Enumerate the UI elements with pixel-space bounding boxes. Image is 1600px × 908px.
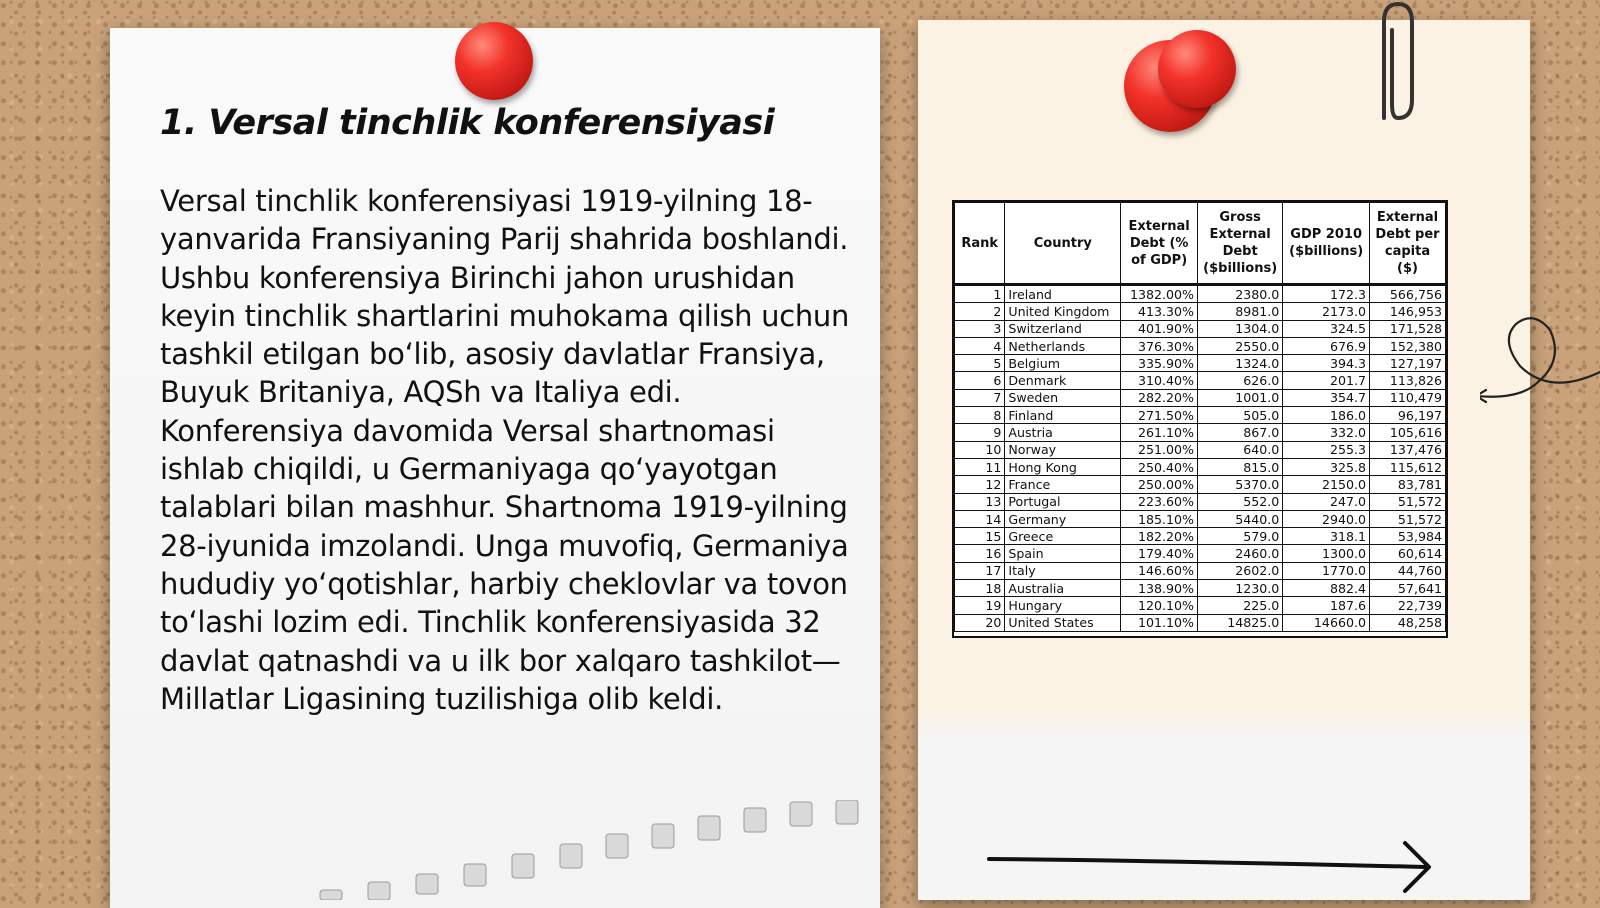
cell-country: Germany bbox=[1005, 510, 1121, 527]
cell-debt-per-capita: 113,826 bbox=[1370, 372, 1446, 389]
right-pushpin-front-icon bbox=[1158, 30, 1236, 108]
cell-country: Hong Kong bbox=[1005, 458, 1121, 475]
cell-gdp-2010: 172.3 bbox=[1283, 285, 1370, 303]
cell-external-debt-pct: 250.40% bbox=[1121, 458, 1198, 475]
table-row bbox=[955, 493, 1446, 510]
cell-external-debt-pct: 101.10% bbox=[1121, 614, 1198, 631]
cell-country: Hungary bbox=[1005, 597, 1121, 614]
table-row bbox=[955, 562, 1446, 579]
header-country: Country bbox=[1005, 203, 1121, 285]
cell-rank: 2 bbox=[955, 303, 1005, 320]
cell-gross-external-debt: 1230.0 bbox=[1198, 580, 1283, 597]
cell-gdp-2010: 201.7 bbox=[1283, 372, 1370, 389]
cell-external-debt-pct: 261.10% bbox=[1121, 424, 1198, 441]
cell-external-debt-pct: 282.20% bbox=[1121, 389, 1198, 406]
cell-gdp-2010: 324.5 bbox=[1283, 320, 1370, 337]
cell-gdp-2010: 187.6 bbox=[1283, 597, 1370, 614]
cell-external-debt-pct: 401.90% bbox=[1121, 320, 1198, 337]
cell-rank: 19 bbox=[955, 597, 1005, 614]
table-row bbox=[955, 389, 1446, 406]
cell-external-debt-pct: 251.00% bbox=[1121, 441, 1198, 458]
cell-gdp-2010: 882.4 bbox=[1283, 580, 1370, 597]
table-row bbox=[955, 510, 1446, 527]
cell-gross-external-debt: 14825.0 bbox=[1198, 614, 1283, 631]
cell-gross-external-debt: 1324.0 bbox=[1198, 355, 1283, 372]
cell-gdp-2010: 394.3 bbox=[1283, 355, 1370, 372]
cell-external-debt-pct: 182.20% bbox=[1121, 528, 1198, 545]
cell-country: Ireland bbox=[1005, 285, 1121, 303]
cell-external-debt-pct: 1382.00% bbox=[1121, 285, 1198, 303]
left-pushpin-icon bbox=[455, 22, 533, 100]
cell-rank: 7 bbox=[955, 389, 1005, 406]
cell-gross-external-debt: 2460.0 bbox=[1198, 545, 1283, 562]
cell-rank: 10 bbox=[955, 441, 1005, 458]
cell-debt-per-capita: 146,953 bbox=[1370, 303, 1446, 320]
table-row bbox=[955, 407, 1446, 424]
cell-gross-external-debt: 1001.0 bbox=[1198, 389, 1283, 406]
cell-gross-external-debt: 867.0 bbox=[1198, 424, 1283, 441]
cell-gdp-2010: 2150.0 bbox=[1283, 476, 1370, 493]
cell-debt-per-capita: 115,612 bbox=[1370, 458, 1446, 475]
cell-rank: 11 bbox=[955, 458, 1005, 475]
cell-gross-external-debt: 640.0 bbox=[1198, 441, 1283, 458]
cell-external-debt-pct: 179.40% bbox=[1121, 545, 1198, 562]
table-row bbox=[955, 285, 1446, 303]
cell-gdp-2010: 332.0 bbox=[1283, 424, 1370, 441]
cell-debt-per-capita: 22,739 bbox=[1370, 597, 1446, 614]
cell-rank: 18 bbox=[955, 580, 1005, 597]
header-gross-external-debt: Gross External Debt ($billions) bbox=[1198, 203, 1283, 285]
cell-debt-per-capita: 44,760 bbox=[1370, 562, 1446, 579]
slide-title: 1. Versal tinchlik konferensiyasi bbox=[160, 103, 775, 143]
cell-debt-per-capita: 105,616 bbox=[1370, 424, 1446, 441]
cell-gross-external-debt: 225.0 bbox=[1198, 597, 1283, 614]
cell-rank: 9 bbox=[955, 424, 1005, 441]
cell-country: Italy bbox=[1005, 562, 1121, 579]
cell-gross-external-debt: 626.0 bbox=[1198, 372, 1283, 389]
table-row bbox=[955, 458, 1446, 475]
slide-body-text: Versal tinchlik konferensiyasi 1919-yilning 18-yanvarida Fransiyaning Parij shahrida boshlandi. Ushbu konferensiya Birinchi jahon urushidan keyin tinchlik shartlarini muhokama qilish uchun tashkil etilgan bo‘lib, asosiy davlatlar Fransiya, Buyuk Britaniya, AQSh va Italiya edi. Konferensiya davomida Versal shartnomasi ishlab chiqildi, u Germaniyaga qo‘yayotgan talablari bilan mashhur. Shartnoma 1919-yilning 28-iyunida imzolandi. Unga muvofiq, Germaniya hududiy yo‘qotishlar, harbiy cheklovlar va tovon to‘lashi lozim edi. Tinchlik konferensiyasida 32 davlat qatnashdi va u ilk bor xalqaro tashkilot— Millatlar Ligasining tuzilishiga olib keldi. bbox=[160, 184, 850, 716]
header-gdp-2010: GDP 2010 ($billions) bbox=[1283, 203, 1370, 285]
cell-debt-per-capita: 53,984 bbox=[1370, 528, 1446, 545]
cell-rank: 8 bbox=[955, 407, 1005, 424]
paperclip-icon bbox=[1370, 0, 1420, 130]
cell-gdp-2010: 676.9 bbox=[1283, 337, 1370, 354]
cell-debt-per-capita: 96,197 bbox=[1370, 407, 1446, 424]
table-row bbox=[955, 337, 1446, 354]
cell-gdp-2010: 325.8 bbox=[1283, 458, 1370, 475]
loop-arrow-icon bbox=[1480, 310, 1600, 410]
cell-gdp-2010: 2940.0 bbox=[1283, 510, 1370, 527]
table-body bbox=[955, 285, 1446, 632]
cell-rank: 16 bbox=[955, 545, 1005, 562]
cell-gdp-2010: 14660.0 bbox=[1283, 614, 1370, 631]
cell-debt-per-capita: 137,476 bbox=[1370, 441, 1446, 458]
cell-external-debt-pct: 138.90% bbox=[1121, 580, 1198, 597]
cell-external-debt-pct: 223.60% bbox=[1121, 493, 1198, 510]
cell-country: Austria bbox=[1005, 424, 1121, 441]
debt-table bbox=[954, 202, 1446, 632]
cell-country: Sweden bbox=[1005, 389, 1121, 406]
cell-country: Norway bbox=[1005, 441, 1121, 458]
cell-rank: 1 bbox=[955, 285, 1005, 303]
right-arrow-icon bbox=[985, 835, 1455, 895]
cell-country: Spain bbox=[1005, 545, 1121, 562]
cell-external-debt-pct: 310.40% bbox=[1121, 372, 1198, 389]
table-row bbox=[955, 303, 1446, 320]
cell-gross-external-debt: 2602.0 bbox=[1198, 562, 1283, 579]
cell-gdp-2010: 1300.0 bbox=[1283, 545, 1370, 562]
cell-gross-external-debt: 552.0 bbox=[1198, 493, 1283, 510]
cell-debt-per-capita: 566,756 bbox=[1370, 285, 1446, 303]
cell-gross-external-debt: 505.0 bbox=[1198, 407, 1283, 424]
cell-country: Netherlands bbox=[1005, 337, 1121, 354]
cell-gdp-2010: 2173.0 bbox=[1283, 303, 1370, 320]
cell-country: France bbox=[1005, 476, 1121, 493]
cell-rank: 5 bbox=[955, 355, 1005, 372]
table-row bbox=[955, 372, 1446, 389]
cell-external-debt-pct: 146.60% bbox=[1121, 562, 1198, 579]
cell-debt-per-capita: 48,258 bbox=[1370, 614, 1446, 631]
table-row bbox=[955, 614, 1446, 631]
cell-country: Switzerland bbox=[1005, 320, 1121, 337]
cell-rank: 4 bbox=[955, 337, 1005, 354]
cell-country: Portugal bbox=[1005, 493, 1121, 510]
cell-external-debt-pct: 413.30% bbox=[1121, 303, 1198, 320]
cell-gdp-2010: 354.7 bbox=[1283, 389, 1370, 406]
cell-gdp-2010: 1770.0 bbox=[1283, 562, 1370, 579]
torn-paper-edge bbox=[300, 800, 880, 900]
cell-rank: 14 bbox=[955, 510, 1005, 527]
cell-external-debt-pct: 250.00% bbox=[1121, 476, 1198, 493]
cell-gross-external-debt: 5440.0 bbox=[1198, 510, 1283, 527]
table-row bbox=[955, 355, 1446, 372]
cell-gross-external-debt: 8981.0 bbox=[1198, 303, 1283, 320]
cell-external-debt-pct: 335.90% bbox=[1121, 355, 1198, 372]
cell-gross-external-debt: 2550.0 bbox=[1198, 337, 1283, 354]
cell-debt-per-capita: 127,197 bbox=[1370, 355, 1446, 372]
table-row bbox=[955, 580, 1446, 597]
table-row bbox=[955, 528, 1446, 545]
cell-debt-per-capita: 51,572 bbox=[1370, 493, 1446, 510]
cell-country: United Kingdom bbox=[1005, 303, 1121, 320]
cell-country: Belgium bbox=[1005, 355, 1121, 372]
header-debt-per-capita: External Debt per capita ($) bbox=[1370, 203, 1446, 285]
cell-rank: 3 bbox=[955, 320, 1005, 337]
cell-rank: 17 bbox=[955, 562, 1005, 579]
cell-debt-per-capita: 57,641 bbox=[1370, 580, 1446, 597]
cell-gross-external-debt: 815.0 bbox=[1198, 458, 1283, 475]
cell-debt-per-capita: 171,528 bbox=[1370, 320, 1446, 337]
cell-debt-per-capita: 60,614 bbox=[1370, 545, 1446, 562]
table-row bbox=[955, 476, 1446, 493]
cell-rank: 20 bbox=[955, 614, 1005, 631]
table-row bbox=[955, 320, 1446, 337]
cell-external-debt-pct: 376.30% bbox=[1121, 337, 1198, 354]
cell-rank: 15 bbox=[955, 528, 1005, 545]
cell-debt-per-capita: 152,380 bbox=[1370, 337, 1446, 354]
cell-gdp-2010: 318.1 bbox=[1283, 528, 1370, 545]
cell-rank: 6 bbox=[955, 372, 1005, 389]
cell-country: United States bbox=[1005, 614, 1121, 631]
cell-gdp-2010: 186.0 bbox=[1283, 407, 1370, 424]
header-external-debt-pct: External Debt (% of GDP) bbox=[1121, 203, 1198, 285]
cell-gross-external-debt: 2380.0 bbox=[1198, 285, 1283, 303]
table-header-row bbox=[955, 203, 1446, 285]
cell-country: Finland bbox=[1005, 407, 1121, 424]
cell-external-debt-pct: 185.10% bbox=[1121, 510, 1198, 527]
external-debt-table bbox=[952, 200, 1448, 638]
cell-gross-external-debt: 579.0 bbox=[1198, 528, 1283, 545]
table-row bbox=[955, 424, 1446, 441]
cell-country: Greece bbox=[1005, 528, 1121, 545]
cell-debt-per-capita: 110,479 bbox=[1370, 389, 1446, 406]
cell-rank: 13 bbox=[955, 493, 1005, 510]
cell-gdp-2010: 247.0 bbox=[1283, 493, 1370, 510]
cell-gross-external-debt: 5370.0 bbox=[1198, 476, 1283, 493]
cell-external-debt-pct: 271.50% bbox=[1121, 407, 1198, 424]
cell-debt-per-capita: 51,572 bbox=[1370, 510, 1446, 527]
cell-debt-per-capita: 83,781 bbox=[1370, 476, 1446, 493]
cell-gross-external-debt: 1304.0 bbox=[1198, 320, 1283, 337]
table-row bbox=[955, 597, 1446, 614]
header-rank: Rank bbox=[955, 203, 1005, 285]
cell-external-debt-pct: 120.10% bbox=[1121, 597, 1198, 614]
cell-country: Denmark bbox=[1005, 372, 1121, 389]
cell-gdp-2010: 255.3 bbox=[1283, 441, 1370, 458]
cell-country: Australia bbox=[1005, 580, 1121, 597]
table-row bbox=[955, 441, 1446, 458]
table-row bbox=[955, 545, 1446, 562]
cell-rank: 12 bbox=[955, 476, 1005, 493]
